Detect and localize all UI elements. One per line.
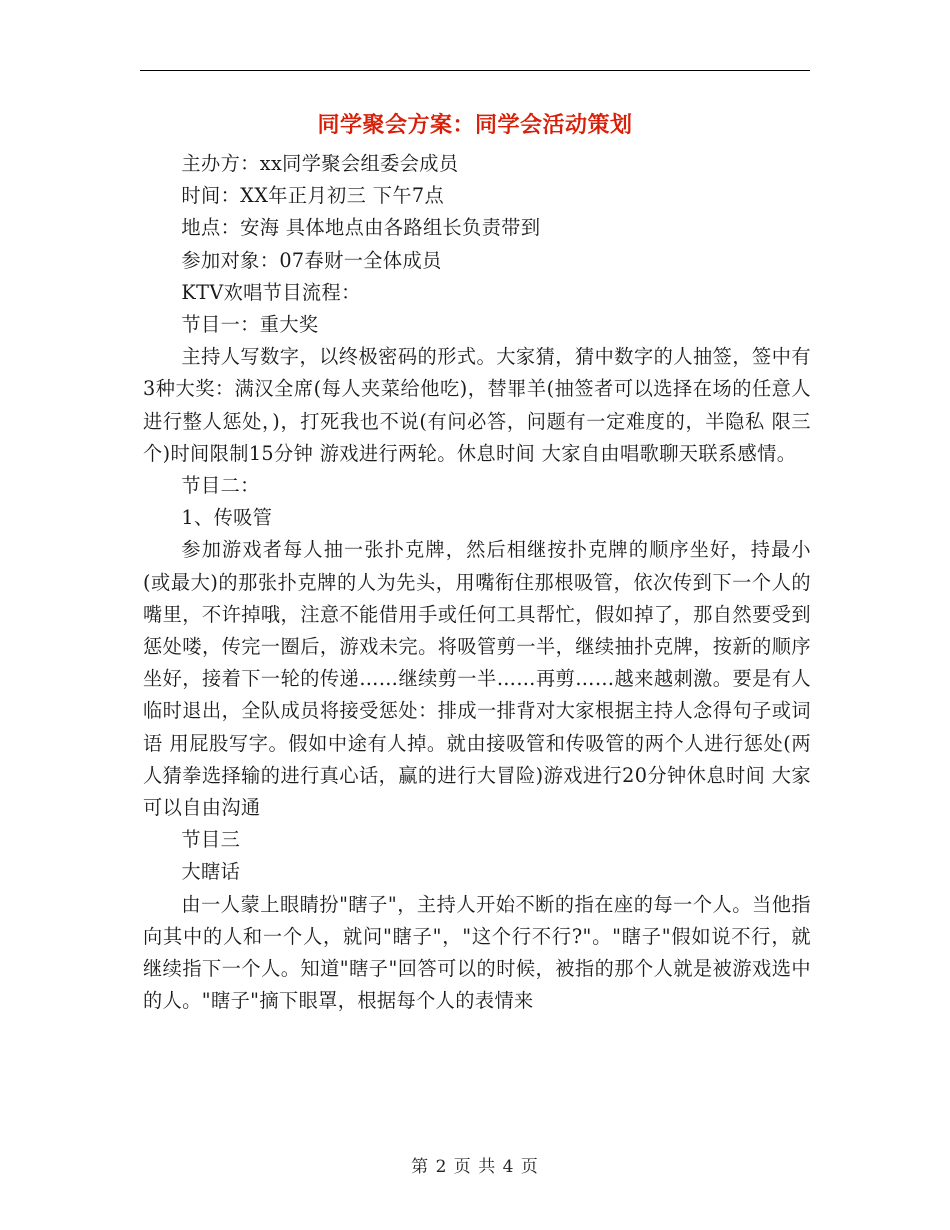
paragraph-location: 地点：安海 具体地点由各路组长负责带到 bbox=[181, 216, 541, 240]
paragraph-straw-body: 参加游戏者每人抽一张扑克牌，然后相继按扑克牌的顺序坐好，持最小(或最大)的那张扑克牌的人为先头，用嘴衔住那根吸管，依次传到下一个人的嘴里，不许掉哦，注意不能借用手或任何工具帮忙，假如掉了，那自然要受到惩处喽，传完一圈后，游戏未完。将吸管剪一半，继续抽扑克牌，按新的顺序坐好，接着下一轮的传递……继续剪一半……再剪……越来越刺激。要是有人临时退出，全队成员将接受惩处：排成一排背对大家根据主持人念得句子或词语 用屁股写字。假如中途有人掉。就由接吸管和传吸管的两个人进行惩处(两人猜拳选择输的进行真心话，赢的进行大冒险)游戏进行20分钟休息时间 大家可以自由沟通 bbox=[143, 538, 811, 820]
document-title: 同学聚会方案：同学会活动策划 bbox=[317, 113, 633, 138]
paragraph-straw-heading: 1、传吸管 bbox=[181, 506, 273, 530]
paragraph-program-one-body: 主持人写数字，以终极密码的形式。大家猜，猜中数字的人抽签，签中有3种大奖：满汉全席(每人夹菜给他吃)，替罪羊(抽签者可以选择在场的任意人进行整人惩处，)，打死我也不说(有问必答，问题有一定难度的，半隐私 限三个)时间限制15分钟 游戏进行两轮。休息时间 大家自由唱歌聊天联系感情。 bbox=[143, 345, 811, 465]
paragraph-participants: 参加对象：07春财一全体成员 bbox=[181, 248, 442, 272]
paragraph-time: 时间：XX年正月初三 下午7点 bbox=[181, 184, 445, 208]
paragraph-program-one: 节目一：重大奖 bbox=[181, 313, 319, 337]
page-number: 第 2 页 共 4 页 bbox=[411, 1157, 539, 1177]
paragraph-blind-heading: 大瞎话 bbox=[181, 860, 241, 884]
paragraph-ktv-heading: KTV欢唱节目流程： bbox=[181, 280, 361, 304]
document-body bbox=[143, 148, 811, 1017]
paragraph-program-two: 节目二： bbox=[181, 474, 260, 498]
paragraph-blind-body: 由一人蒙上眼睛扮"瞎子"，主持人开始不断的指在座的每一个人。当他指向其中的人和一个人，就问"瞎子"，"这个行不行?"。"瞎子"假如说不行，就继续指下一个人。知道"瞎子"回答可以的时候，被指的那个人就是被游戏选中的人。"瞎子"摘下眼罩，根据每个人的表情来 bbox=[143, 892, 811, 1013]
paragraph-organizer: 主办方：xx同学聚会组委会成员 bbox=[181, 152, 459, 175]
header-rule bbox=[140, 70, 810, 71]
paragraph-program-three: 节目三 bbox=[181, 828, 241, 852]
